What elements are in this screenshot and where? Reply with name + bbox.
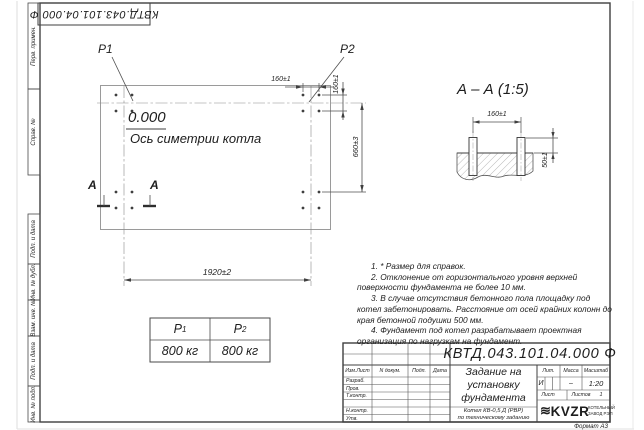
mass-value: – xyxy=(569,380,573,387)
drawing-subtitle xyxy=(450,408,537,422)
scale-value: 1:20 xyxy=(588,379,604,388)
section-letter-left: А xyxy=(88,178,97,192)
frame-label-sprav-no: Справ. № xyxy=(31,118,37,146)
doc-number: КВТД.043.101.04.000 Ф xyxy=(443,346,617,362)
section-letter-right: А xyxy=(150,178,159,192)
rev-header-podp: Подп. xyxy=(412,368,426,374)
dim-660: 660±3 xyxy=(350,136,360,158)
drawing-title-line-3: фундамента xyxy=(461,392,526,404)
drawing-subtitle-line-2: по техническому заданию xyxy=(457,415,530,421)
kvzr-logo-sub-1: КОТЕЛЬНЫЙ xyxy=(588,405,615,410)
scale-header: Масштаб xyxy=(583,368,609,374)
notes-block xyxy=(357,261,613,347)
rev-header-izm-list: Изм.Лист xyxy=(345,368,370,374)
dim-160-vertical: 160±1 xyxy=(332,74,340,94)
mass-header: Масса xyxy=(563,368,579,374)
point-label-p1: P1 xyxy=(98,42,113,56)
rev-header-data: Дата xyxy=(433,368,447,374)
elevation-mark: 0.000 xyxy=(128,109,166,126)
section-dim-160: 160±1 xyxy=(487,110,507,118)
role-prov: Пров. xyxy=(346,385,360,392)
frame-label-vzam-inv: Взам. инв. № xyxy=(31,299,37,337)
kvzr-logo-icon: ≋ xyxy=(540,403,551,418)
frame-label-inv-dubl: Инв. № дубл. xyxy=(31,263,37,301)
note-2: 2. Отклонение от горизонтального уровня верхней поверхности фундамента не более 10 мм. xyxy=(357,271,578,293)
drawing-title-line-2: установку xyxy=(467,379,520,391)
section-dim-50: 50±1 xyxy=(541,152,549,168)
role-nkontr: Н.контр. xyxy=(346,408,368,414)
kvzr-logo-sub-2: ЗАВОД РЭП xyxy=(588,411,613,416)
note-1: 1. * Размер для справок. xyxy=(371,261,466,271)
note-3: 3. В случае отсутствия бетонного пола площадку под котел забетонировать. Расстояние от осей крайних колонн до края бетонной подушки 500 мм. xyxy=(357,293,612,325)
dim-1920: 1920±2 xyxy=(202,266,232,277)
lit-value: И xyxy=(538,380,544,387)
p1-symbol: P xyxy=(173,322,182,336)
drawing-title xyxy=(450,366,537,405)
load-table-header-p2 xyxy=(210,318,270,340)
sheets-label: Листов xyxy=(571,392,591,398)
frame-label-podp-data-1: Подп. и дата xyxy=(31,220,37,258)
frame-label-perv-primen: Перв. примен. xyxy=(31,26,37,66)
point-label-p2: P2 xyxy=(340,42,355,56)
drawing-title-line-1: Задание на xyxy=(465,366,522,378)
lit-header: Лит. xyxy=(542,368,555,374)
load-table-value-p1: 800 кг xyxy=(161,344,199,358)
note-4: 4. Фундамент под котел разрабатывает проектная организация по нагрузкам на фундамент. xyxy=(357,325,582,346)
role-utv: Утв. xyxy=(346,415,358,422)
role-razrab: Разраб. xyxy=(346,378,365,384)
drawing-subtitle-line-1: Котел КВ-0,5 Д (РВР) xyxy=(463,408,524,414)
axis-label: Ось симетрии котла xyxy=(130,131,262,146)
doc-number-stamp-rotated: КВТД.043.101.04.000 Ф xyxy=(29,8,159,20)
rev-header-n-dokum: N докум. xyxy=(379,368,401,374)
load-table-header-p1 xyxy=(150,318,210,340)
frame-label-podp-data-2: Подп. и дата xyxy=(31,342,37,380)
sheet-label: Лист xyxy=(541,392,555,398)
sheets-value: 1 xyxy=(599,392,603,398)
kvzr-logo-text: KVZR xyxy=(550,403,590,419)
frame-label-inv-podl: Инв. № подл. xyxy=(31,385,37,423)
p2-index: 2 xyxy=(241,324,247,334)
format-label: Формат А3 xyxy=(574,422,608,430)
p1-index: 1 xyxy=(181,324,187,334)
load-table-value-p2: 800 кг xyxy=(221,344,259,358)
section-view-title: А – А (1:5) xyxy=(457,81,529,98)
role-tkontr: Т.контр. xyxy=(346,393,367,399)
dim-160-horizontal: 160±1 xyxy=(271,75,291,83)
p2-symbol: P xyxy=(233,322,242,336)
